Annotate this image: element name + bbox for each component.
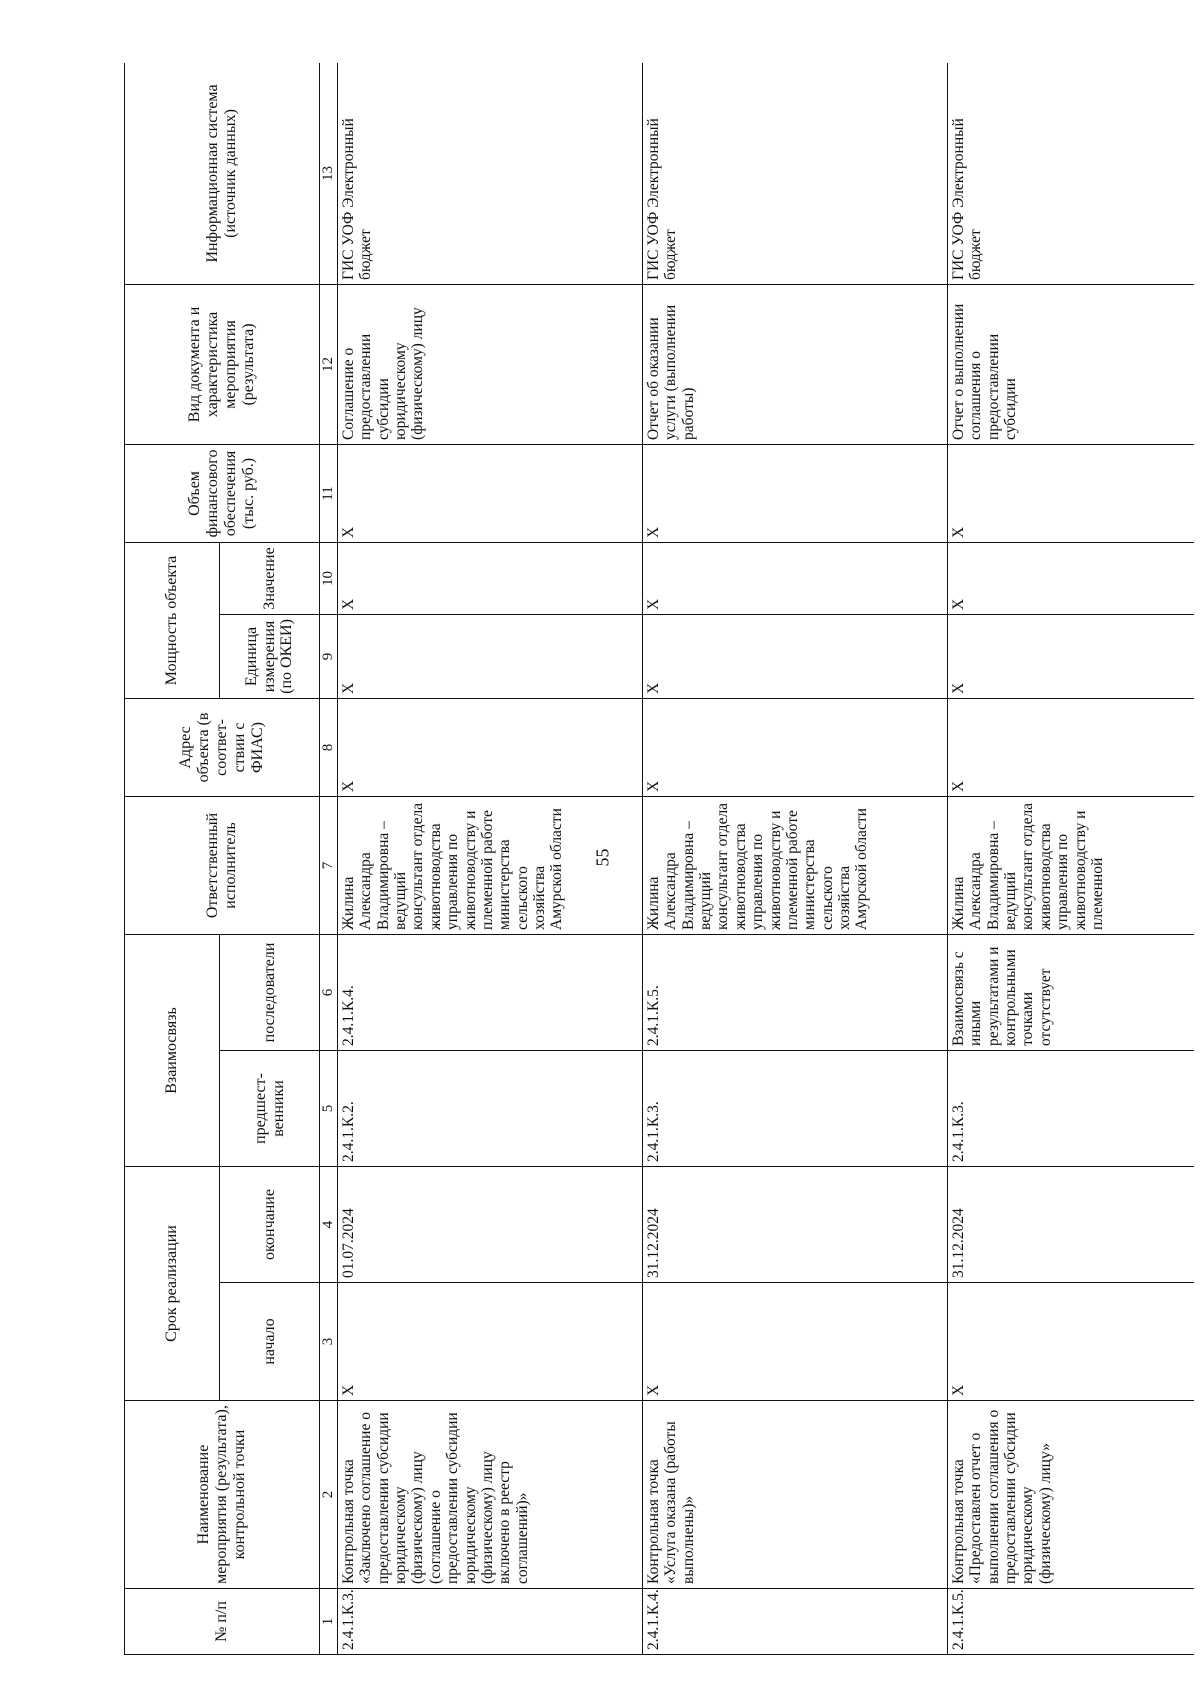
cell-name: Контрольная точка «Заключено соглашение о предоставлении субсидии юридическому (физическому) лицу (соглашение о предоставлении субсидии юридическому (физическому) лицу включено в реестр соглашений)» bbox=[338, 1401, 643, 1589]
column-number: 3 bbox=[320, 1283, 338, 1401]
cell-finance: X bbox=[948, 444, 1195, 542]
executor-text: Жилина Александра Владимировна – ведущий консультант отдела животноводства управления по животноводству и племенной bbox=[950, 802, 1106, 930]
column-number-row bbox=[320, 63, 338, 1655]
cell-end: 31.12.2024 bbox=[948, 1166, 1195, 1282]
cell-finance: X bbox=[338, 444, 643, 542]
cell-capacity-value: X bbox=[338, 542, 643, 614]
cell-capacity-unit: X bbox=[643, 614, 948, 698]
header-name: Наименование мероприятия (результата), контрольной точки bbox=[125, 1401, 320, 1589]
cell-executor bbox=[948, 796, 1195, 934]
cell-capacity-unit: X bbox=[338, 614, 643, 698]
column-number: 12 bbox=[320, 284, 338, 444]
cell-num: 2.4.1.К.4. bbox=[643, 1589, 948, 1655]
header-capacity-unit: Единица измерения (по ОКЕИ) bbox=[220, 614, 320, 698]
plan-table bbox=[124, 63, 1194, 1655]
header-doc-type: Вид документа и характеристика мероприятия (результата) bbox=[125, 284, 320, 444]
header-capacity: Мощность объекта bbox=[125, 542, 220, 698]
header-link: Взаимосвязь bbox=[125, 934, 220, 1166]
cell-doc-type: Отчет об оказании услуги (выполнении работы) bbox=[643, 284, 948, 444]
table-header bbox=[125, 63, 338, 1655]
column-number: 5 bbox=[320, 1050, 338, 1166]
column-number: 9 bbox=[320, 614, 338, 698]
header-capacity-value: Значение bbox=[220, 542, 320, 614]
header-link-successors: последователи bbox=[220, 934, 320, 1050]
header-period-end: окончание bbox=[220, 1166, 320, 1282]
cell-capacity-value: X bbox=[643, 542, 948, 614]
cell-end: 01.07.2024 bbox=[338, 1166, 643, 1282]
cell-name: Контрольная точка «Предоставлен отчет о выполнении соглашения о предоставлении субсидии юридическому (физическому) лицу» bbox=[948, 1401, 1195, 1589]
header-num: № п/п bbox=[125, 1589, 320, 1655]
cell-capacity-value: X bbox=[948, 542, 1195, 614]
column-number: 1 bbox=[320, 1589, 338, 1655]
cell-predecessors: 2.4.1.К.2. bbox=[338, 1050, 643, 1166]
page-number: 55 bbox=[592, 848, 613, 867]
header-info-system: Информационная система (источник данных) bbox=[125, 63, 320, 284]
cell-info-system: ГИС УОФ Электронный бюджет bbox=[338, 63, 643, 284]
column-number: 13 bbox=[320, 63, 338, 284]
rotated-table-container bbox=[124, 63, 1194, 1655]
cell-successors: 2.4.1.К.4. bbox=[338, 934, 643, 1050]
table-body bbox=[338, 63, 1195, 1655]
column-number: 6 bbox=[320, 934, 338, 1050]
cell-successors: Взаимосвязь с иными результатами и контрольными точками отсутствует bbox=[948, 934, 1195, 1050]
column-number: 11 bbox=[320, 444, 338, 542]
cell-start: X bbox=[948, 1283, 1195, 1401]
header-executor: Ответственный исполнитель bbox=[125, 796, 320, 934]
cell-num: 2.4.1.К.5. bbox=[948, 1589, 1195, 1655]
column-number: 4 bbox=[320, 1166, 338, 1282]
header-finance: Объем финансового обеспечения (тыс. руб.) bbox=[125, 444, 320, 542]
cell-finance: X bbox=[643, 444, 948, 542]
cell-executor: Жилина Александра Владимировна – ведущий консультант отдела животноводства управления по животноводству и племенной работе министерства сельского хозяйства Амурской области bbox=[338, 796, 643, 934]
column-number: 7 bbox=[320, 796, 338, 934]
cell-start: X bbox=[643, 1283, 948, 1401]
cell-capacity-unit: X bbox=[948, 614, 1195, 698]
table-row bbox=[338, 63, 643, 1655]
cell-info-system: ГИС УОФ Электронный бюджет bbox=[948, 63, 1195, 284]
table-row bbox=[948, 63, 1195, 1655]
cell-predecessors: 2.4.1.К.3. bbox=[948, 1050, 1195, 1166]
column-number: 10 bbox=[320, 542, 338, 614]
header-address: Адрес объекта (в соответ-ствии с ФИАС) bbox=[125, 698, 320, 796]
header-link-predecessors: предшест-венники bbox=[220, 1050, 320, 1166]
header-period: Срок реализации bbox=[125, 1166, 220, 1400]
cell-info-system: ГИС УОФ Электронный бюджет bbox=[643, 63, 948, 284]
cell-end: 31.12.2024 bbox=[643, 1166, 948, 1282]
cell-doc-type: Отчет о выполнении соглашения о предоставлении субсидии bbox=[948, 284, 1195, 444]
cell-executor: Жилина Александра Владимировна – ведущий консультант отдела животноводства управления по животноводству и племенной работе министерства сельского хозяйства Амурской области bbox=[643, 796, 948, 934]
column-number: 2 bbox=[320, 1401, 338, 1589]
table-row bbox=[643, 63, 948, 1655]
cell-address: X bbox=[643, 698, 948, 796]
cell-address: X bbox=[338, 698, 643, 796]
column-number: 8 bbox=[320, 698, 338, 796]
cell-doc-type: Соглашение о предоставлении субсидии юридическому (физическому) лицу bbox=[338, 284, 643, 444]
cell-num: 2.4.1.К.3. bbox=[338, 1589, 643, 1655]
cell-start: X bbox=[338, 1283, 643, 1401]
cell-address: X bbox=[948, 698, 1195, 796]
table-area bbox=[124, 63, 1194, 1655]
cell-successors: 2.4.1.К.5. bbox=[643, 934, 948, 1050]
cell-name: Контрольная точка «Услуга оказана (работы выполнены)» bbox=[643, 1401, 948, 1589]
header-period-start: начало bbox=[220, 1283, 320, 1401]
cell-predecessors: 2.4.1.К.3. bbox=[643, 1050, 948, 1166]
